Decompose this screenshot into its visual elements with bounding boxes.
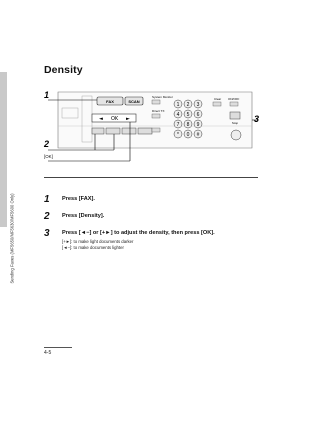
clear-button bbox=[213, 102, 221, 106]
system-monitor-button bbox=[152, 100, 160, 104]
clear-label: Clear bbox=[214, 97, 222, 101]
key-label: 3 bbox=[196, 102, 200, 108]
key-label: # bbox=[196, 132, 200, 138]
key-label: 2 bbox=[186, 102, 190, 108]
image-quality-button bbox=[92, 128, 104, 134]
callout-2: 2 bbox=[44, 139, 50, 149]
ok-key-icon: OK bbox=[111, 116, 119, 122]
step-2-number: 2 bbox=[44, 211, 50, 222]
key-label: 1 bbox=[176, 102, 180, 108]
step-1-text: Press [FAX]. bbox=[62, 196, 95, 202]
system-monitor-label: System Monitor bbox=[152, 95, 173, 99]
key-label: * bbox=[177, 132, 179, 138]
fax-button-label: FAX bbox=[106, 99, 114, 104]
scan-button-label: SCAN bbox=[128, 99, 140, 104]
key-label: 5 bbox=[186, 112, 190, 118]
step-3-text: Press [◄−] or [+►] to adjust the density, then press [OK]. bbox=[62, 230, 215, 236]
on-off-button bbox=[230, 102, 238, 106]
on-off-label: ON/OFF bbox=[228, 97, 240, 101]
chapter-side-label: Sending Faxes (MF5650/MF5630/MF5600 Only) bbox=[9, 193, 15, 284]
ok-callout-label: [OK] bbox=[44, 154, 53, 159]
two-sided-button bbox=[138, 128, 152, 134]
key-label: 4 bbox=[176, 112, 180, 118]
direct-tx-label: Direct TX bbox=[152, 109, 165, 113]
left-arrow-icon: ◄ bbox=[99, 116, 103, 122]
additional-functions-button bbox=[152, 128, 160, 132]
density-button bbox=[106, 128, 120, 134]
fax-settings-button bbox=[122, 128, 136, 134]
key-label: 7 bbox=[176, 122, 180, 128]
step-1-number: 1 bbox=[44, 194, 50, 205]
start-button bbox=[231, 130, 241, 140]
direct-tx-button bbox=[152, 114, 160, 118]
stop-button bbox=[230, 112, 240, 119]
footer-rule bbox=[44, 347, 72, 348]
callout-1: 1 bbox=[44, 90, 50, 100]
stop-label: Stop bbox=[231, 121, 239, 125]
step-3-number: 3 bbox=[44, 228, 50, 239]
key-label: 8 bbox=[186, 122, 190, 128]
section-divider bbox=[44, 177, 258, 178]
callout-3: 3 bbox=[254, 114, 260, 124]
page-number: 4-5 bbox=[44, 350, 52, 356]
step-2-text: Press [Density]. bbox=[62, 213, 105, 219]
key-label: 0 bbox=[186, 132, 190, 138]
key-label: 9 bbox=[196, 122, 200, 128]
key-label: 6 bbox=[196, 112, 200, 118]
step-3-note-darker: [+►]: to make light documents darker bbox=[62, 239, 134, 244]
right-arrow-icon: ► bbox=[126, 116, 130, 122]
step-3-note-lighter: [◄−]: to make documents lighter bbox=[62, 245, 124, 250]
page-title: Density bbox=[44, 64, 83, 76]
